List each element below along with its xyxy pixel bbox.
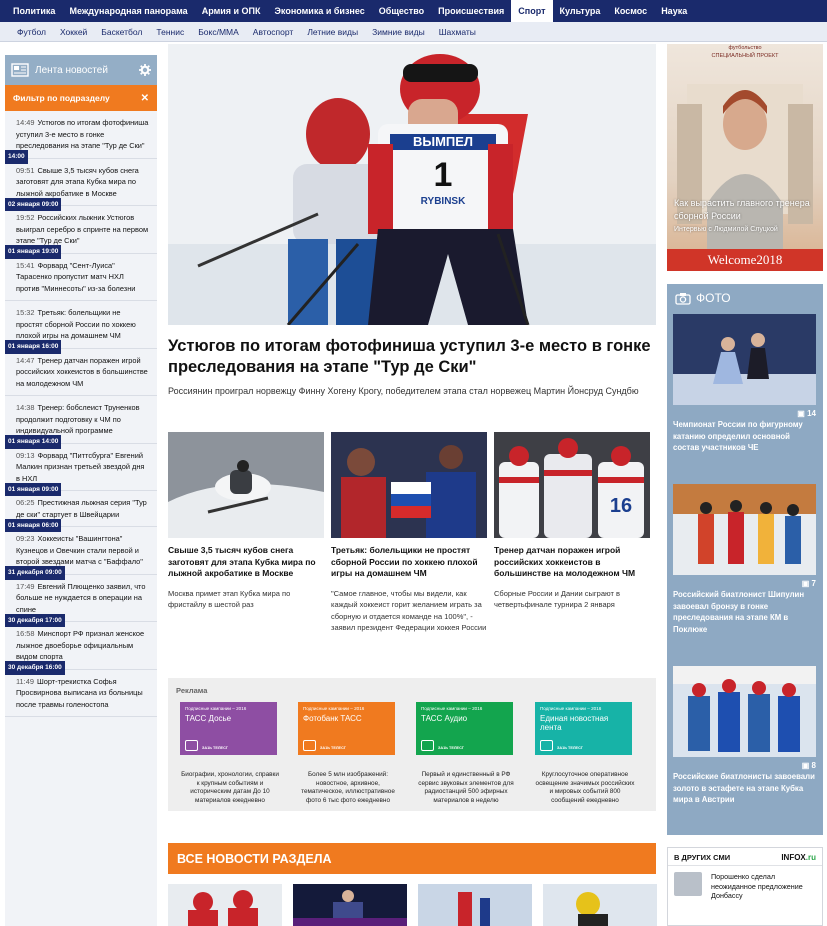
feed-item-text: Шорт-трекистка Софья Просвирнова выписана из больницы после травмы голеностопа — [16, 676, 143, 709]
feed-item-time: 06:25 — [16, 498, 35, 507]
promo-top — [705, 44, 785, 80]
photo-item[interactable] — [673, 666, 816, 806]
news-thumb[interactable] — [293, 884, 407, 926]
nav-item-space[interactable]: Космос — [614, 6, 648, 16]
feed-item[interactable] — [5, 111, 157, 159]
feed-item-time: 15:41 — [16, 260, 35, 270]
feed-item-time: 17:49 — [16, 581, 35, 591]
card-image[interactable] — [331, 432, 487, 538]
promo-welcome: Welcome2018 — [667, 249, 823, 271]
feed-item[interactable] — [5, 159, 157, 207]
camera-icon — [303, 740, 316, 751]
nav-item-world[interactable]: Международная панорама — [69, 6, 188, 16]
date-badge: 30 декабря 16:00 — [5, 661, 65, 675]
promo-caption-title: Как вырастить главного тренера сборной России — [674, 198, 810, 221]
date-badge: 01 января 14:00 — [5, 435, 61, 449]
photo-image[interactable] — [673, 314, 816, 405]
ad-name: ТАСС Аудио — [421, 714, 468, 723]
card-lead: "Самое главное, чтобы мы видели, как каждый хоккеист горит желанием играть за сборную и отдается команде на 100%", - заявил президент Федерации хоккея России — [331, 588, 487, 632]
feed-item[interactable] — [5, 575, 157, 623]
feed-item[interactable] — [5, 491, 157, 527]
ad-item[interactable] — [180, 702, 280, 806]
date-badge: 02 января 09:00 — [5, 198, 61, 212]
feed-item-text: Свыше 3,5 тысяч кубов снега заготовят для этапа Кубка мира по лыжной акробатике в Москве — [16, 165, 139, 198]
news-feed-header — [5, 55, 157, 85]
other-media-text[interactable]: Порошенко сделал неожиданное предложение Донбассу — [711, 872, 803, 900]
date-badge: 01 января 06:00 — [5, 519, 61, 533]
nav-item-science[interactable]: Наука — [661, 6, 688, 16]
photo-count-value: 8 — [811, 761, 816, 770]
ad-item[interactable] — [535, 702, 635, 806]
feed-item-text: Форвард "Сент-Луиса" Тарасенко пропустит матч НХЛ против "Миннесоты" из-за болезни — [16, 260, 136, 293]
photo-header[interactable] — [667, 284, 823, 312]
photo-count — [673, 409, 816, 418]
ad-tag: ЗА1Ь ТЕЛЕСГ — [438, 746, 464, 750]
feed-item-text: Престижная лыжная серия "Тур де ски" стартует в Швейцарии — [16, 498, 147, 519]
ad-banner[interactable] — [298, 702, 395, 755]
news-thumb[interactable] — [418, 884, 532, 926]
ad-tag: ЗА1Ь ТЕЛЕСГ — [320, 746, 346, 750]
promo-banner[interactable] — [667, 44, 823, 271]
feed-item-text: Третьяк: болельщики не простят сборной России по хоккею плохой игры на домашнем ЧМ — [16, 308, 136, 340]
ad-item[interactable] — [416, 702, 516, 806]
news-thumb[interactable] — [168, 884, 282, 926]
date-badge: 01 января 09:00 — [5, 483, 61, 497]
ad-text: Круглосуточное оперативное освещение значимых российских и мировых событий 800 сообщений ежедневно — [535, 771, 635, 805]
feed-item-text: Устюгов по итогам фотофиниша уступил 3-е место в гонке преследования на этапе "Тур де Ски" — [16, 118, 149, 150]
feed-item-text: Евгений Плющенко заявил, что больше не нуждается в операции на спине — [16, 581, 146, 614]
sub-nav — [0, 22, 827, 42]
photo-item-title[interactable]: Чемпионат России по фигурному катанию определил основной состав участников ЧЕ — [673, 420, 803, 453]
card-title[interactable]: Свыше 3,5 тысяч кубов снега заготовят для этапа Кубка мира по лыжной акробатике в Москве — [168, 545, 316, 578]
ad-kicker: Подписные кампании – 2016 — [303, 706, 365, 711]
other-media-block — [667, 847, 823, 926]
feed-item[interactable] — [5, 444, 157, 492]
card-lead: Сборные России и Дании сыграют в четвертьфинале турнира 2 января — [494, 588, 620, 609]
date-badge: 30 декабря 17:00 — [5, 614, 65, 628]
ad-name: Единая новостная лента — [540, 714, 609, 732]
subnav-item-summer[interactable]: Летние виды — [307, 26, 359, 37]
hero-image[interactable] — [168, 44, 656, 325]
bib-city: RYBINSK — [420, 196, 466, 207]
ad-item[interactable] — [298, 702, 398, 806]
ads-block — [168, 678, 656, 811]
feed-item-time: 19:52 — [16, 213, 35, 222]
photo-image[interactable] — [673, 484, 816, 575]
feed-item[interactable] — [5, 206, 157, 254]
nav-item-society[interactable]: Общество — [378, 6, 425, 16]
gear-icon[interactable] — [139, 64, 151, 76]
ad-kicker: Подписные кампании – 2016 — [421, 706, 483, 711]
subnav-item-winter[interactable]: Зимние виды — [372, 26, 425, 37]
nav-item-incidents[interactable]: Происшествия — [438, 6, 505, 16]
card-title[interactable]: Тренер датчан поражен игрой российских хоккеистов в большинстве на молодежном ЧМ — [494, 545, 636, 578]
bib-number: 1 — [433, 156, 453, 194]
subnav-item-hockey[interactable]: Хоккей — [59, 26, 88, 37]
feed-item-time: 15:32 — [16, 308, 35, 317]
feed-item-time: 14:47 — [16, 355, 35, 365]
news-card[interactable] — [331, 432, 487, 634]
newspaper-icon — [11, 63, 29, 77]
news-card[interactable] — [168, 432, 324, 611]
card-image[interactable] — [168, 432, 324, 538]
feed-item-time: 11:49 — [16, 676, 34, 686]
feed-item-text: Хоккеисты "Вашингтона" Кузнецов и Овечкин стали первой и второй звездами матча с "Баффало" — [16, 534, 143, 566]
photo-item-title[interactable]: Российский биатлонист Шипулин завоевал бронзу в гонке преследования на этапе КМ в Поклюке — [673, 590, 805, 634]
feed-item-time: 09:13 — [16, 450, 35, 460]
feed-item-text: Форвард "Питтсбурга" Евгений Малкин признан третьей звездой дня в НХЛ — [16, 450, 145, 483]
promo-caption-sub: Интервью с Людмилой Слуцкой — [674, 226, 778, 233]
subnav-item-chess[interactable]: Шахматы — [438, 26, 476, 37]
feed-item[interactable] — [5, 396, 157, 444]
camera-icon: ▣ — [797, 409, 805, 418]
photo-count — [673, 761, 816, 770]
subnav-item-basketball[interactable]: Баскетбол — [101, 26, 143, 37]
hero-title[interactable]: Устюгов по итогам фотофиниша уступил 3-е место в гонке преследования на этапе "Тур де Ски" — [168, 337, 651, 376]
card-title[interactable]: Третьяк: болельщики не простят сборной России по хоккею плохой игры на домашнем ЧМ — [331, 545, 478, 578]
top-nav — [0, 0, 827, 22]
promo-caption — [674, 197, 820, 236]
photo-item-title[interactable]: Российские биатлонисты завоевали золото в эстафете на этапе Кубка мира в Австрии — [673, 772, 815, 805]
promo-top-line1: футбольство — [728, 45, 762, 51]
other-media-image[interactable] — [674, 872, 702, 896]
photo-block — [667, 284, 823, 835]
card-image[interactable] — [494, 432, 650, 538]
photo-item[interactable] — [673, 314, 816, 454]
document-icon — [185, 740, 198, 751]
ad-name: Фотобанк ТАСС — [303, 714, 362, 723]
camera-icon: ▣ — [801, 579, 810, 588]
subnav-item-football[interactable]: Футбол — [17, 26, 46, 37]
date-badge: 31 декабря 09:00 — [5, 566, 65, 580]
date-badge: 01 января 16:00 — [5, 340, 61, 354]
other-media-header — [668, 848, 822, 866]
subnav-item-motorsport[interactable]: Автоспорт — [252, 26, 294, 37]
other-media-label: В ДРУГИХ СМИ — [674, 853, 731, 862]
ad-banner[interactable] — [180, 702, 277, 755]
nav-item-army[interactable]: Армия и ОПК — [201, 6, 261, 16]
photo-image[interactable] — [673, 666, 816, 757]
ad-banner[interactable] — [535, 702, 632, 755]
infox-suffix: .ru — [805, 853, 816, 862]
ad-tag: ЗА1Ь ТЕЛЕСГ — [557, 746, 583, 750]
nav-item-sport[interactable]: Спорт — [511, 0, 552, 22]
hero-photo — [168, 44, 656, 325]
news-feed-title: Лента новостей — [35, 64, 108, 76]
photo-count-value: 7 — [811, 579, 816, 588]
nav-item-politics[interactable]: Политика — [13, 6, 56, 16]
feed-item-time: 14:49 — [16, 118, 35, 127]
feed-filter-label: Фильтр по подразделу — [13, 93, 110, 103]
feed-item[interactable] — [5, 527, 157, 575]
feed-item[interactable] — [5, 670, 157, 718]
ad-text: Биографии, хронологии, справки к крупным событиям и историческим датам До 10 материалов ежедневно — [181, 771, 279, 805]
newsfeed-icon — [540, 740, 553, 751]
promo-top-line2: СПЕЦИАЛЬНЫЙ ПРОЕКТ — [711, 53, 779, 59]
ad-name: ТАСС Досье — [185, 714, 232, 723]
ad-text: Более 5 млн изображений: новостное, архивное, тематическое, иллюстративное фото 6 тыс фото ежедневно — [301, 771, 395, 805]
date-badge: 01 января 19:00 — [5, 245, 61, 259]
feed-item-time: 09:51 — [16, 165, 35, 175]
feed-item-time: 09:23 — [16, 534, 35, 543]
news-thumb[interactable] — [543, 884, 657, 926]
feed-item-time: 14:38 — [16, 403, 35, 412]
all-news-header[interactable]: ВСЕ НОВОСТИ РАЗДЕЛА — [168, 843, 656, 874]
feed-item[interactable] — [5, 622, 157, 670]
date-badge: 14:00 — [5, 150, 28, 164]
feed-item[interactable] — [5, 301, 157, 349]
audio-icon — [421, 740, 434, 751]
feed-filter[interactable] — [5, 85, 157, 111]
other-media-item[interactable] — [668, 866, 822, 907]
ads-label: Реклама — [176, 686, 208, 695]
svg-text:16: 16 — [609, 495, 633, 517]
ad-kicker: Подписные кампании – 2016 — [185, 706, 247, 711]
feed-item-time: 16:58 — [16, 629, 35, 638]
hero-lead: Россиянин проиграл норвежцу Финну Хогену Крогу, победителем этапа стал норвежец Мартин Йонсруд Сундбю — [168, 386, 639, 396]
nav-item-economy[interactable]: Экономика и бизнес — [274, 6, 365, 16]
subnav-item-boxing[interactable]: Бокс/ММА — [198, 26, 239, 37]
feed-item[interactable] — [5, 254, 157, 302]
photo-item[interactable] — [673, 484, 816, 635]
ad-tag: ЗА1Ь ТЕЛЕСГ — [202, 746, 228, 750]
close-icon[interactable]: ✕ — [140, 92, 149, 104]
feed-item-text: Минспорт РФ признал женское лыжное двоеборье официальным видом спорта — [16, 629, 145, 661]
subnav-item-tennis[interactable]: Теннис — [156, 26, 185, 37]
camera-icon: ▣ — [801, 761, 810, 770]
news-feed — [5, 55, 157, 926]
ad-kicker: Подписные кампании – 2016 — [540, 706, 602, 711]
feed-item-text: Тренер: бобслеист Труненков продолжит подготовку к ЧМ по индивидуальной программе — [16, 403, 140, 435]
camera-icon — [675, 292, 691, 305]
feed-item-text: Тренер датчан поражен игрой российских хоккеистов в большинстве на молодежном ЧМ — [16, 355, 148, 388]
ad-banner[interactable] — [416, 702, 513, 755]
feed-item-text: Российских лыжник Устюгов выиграл серебро в спринте на первом этапе "Тур де Ски" — [16, 213, 149, 245]
photo-title: ФОТО — [696, 291, 731, 305]
card-lead: Москва примет этап Кубка мира по фристайлу в шестой раз — [168, 588, 291, 609]
feed-item[interactable] — [5, 349, 157, 397]
photo-count — [673, 579, 816, 588]
bib-sponsor: ВЫМПЕЛ — [412, 134, 474, 149]
nav-item-culture[interactable]: Культура — [559, 6, 601, 16]
photo-count-value: 14 — [807, 409, 816, 418]
news-card[interactable] — [494, 432, 650, 611]
ad-text: Первый и единственный в РФ сервис звуковых элементов для радиостанций 500 эфирных материалов в неделю — [418, 771, 514, 805]
infox-logo[interactable] — [781, 853, 816, 862]
infox-brand: INFOX — [781, 853, 806, 862]
